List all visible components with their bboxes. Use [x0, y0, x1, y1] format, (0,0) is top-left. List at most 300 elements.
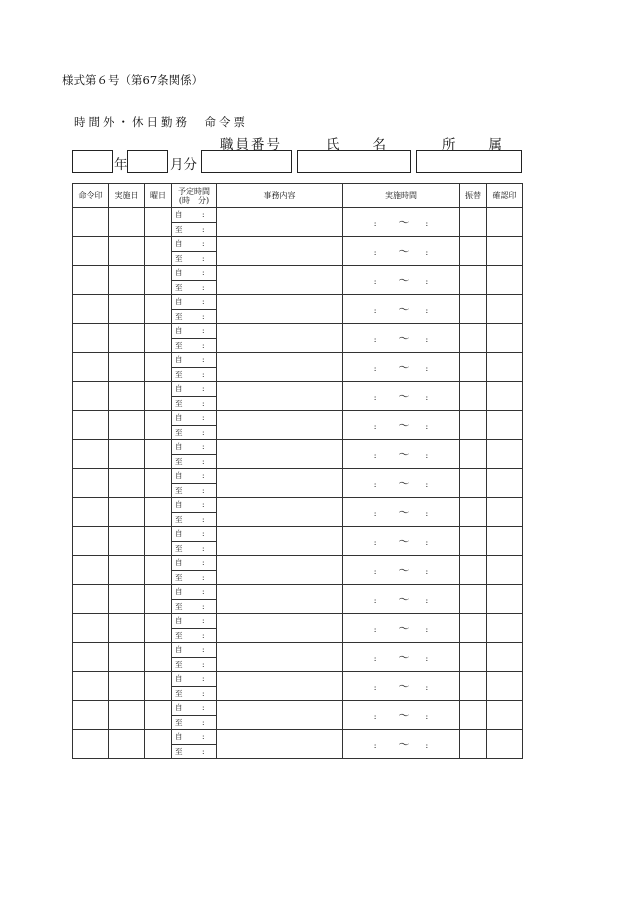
colon: :: [202, 587, 205, 596]
order-seal-cell[interactable]: [73, 382, 109, 411]
colon: :: [373, 451, 377, 460]
from-label: 自: [175, 645, 183, 654]
colon: :: [373, 741, 377, 750]
work-date-cell[interactable]: [109, 643, 145, 672]
task-cell[interactable]: [217, 237, 343, 266]
table-body: [73, 208, 523, 759]
scheduled-to-cell[interactable]: [172, 715, 217, 730]
tilde: 〜: [398, 506, 410, 519]
actual-time-cell[interactable]: [343, 585, 460, 614]
substitute-cell[interactable]: [460, 730, 487, 759]
tilde: 〜: [398, 738, 410, 751]
scheduled-to-cell[interactable]: [172, 483, 217, 498]
to-label: 至: [175, 398, 183, 408]
confirm-seal-cell[interactable]: [487, 701, 523, 730]
scheduled-from-cell[interactable]: [172, 585, 217, 600]
confirm-seal-cell[interactable]: [487, 295, 523, 324]
colon: :: [202, 674, 205, 683]
work-date-cell[interactable]: [109, 237, 145, 266]
colon: :: [202, 253, 205, 263]
scheduled-to-cell[interactable]: [172, 280, 217, 295]
colon: :: [202, 500, 205, 509]
colon: :: [373, 306, 377, 315]
substitute-cell[interactable]: [460, 556, 487, 585]
confirm-seal-cell[interactable]: [487, 556, 523, 585]
from-label: 自: [175, 326, 183, 335]
table-row: [73, 556, 523, 571]
work-date-cell[interactable]: [109, 353, 145, 382]
order-seal-cell[interactable]: [73, 411, 109, 440]
weekday-cell[interactable]: [145, 266, 172, 295]
weekday-cell[interactable]: [145, 208, 172, 237]
substitute-cell[interactable]: [460, 382, 487, 411]
work-date-cell[interactable]: [109, 411, 145, 440]
actual-time-cell[interactable]: [343, 208, 460, 237]
colon: :: [425, 538, 429, 547]
colon: :: [202, 543, 205, 553]
order-seal-cell[interactable]: [73, 208, 109, 237]
scheduled-from-cell[interactable]: [172, 672, 217, 687]
colon: :: [373, 538, 377, 547]
table-row: [73, 498, 523, 513]
confirm-seal-cell[interactable]: [487, 237, 523, 266]
colon: :: [373, 219, 377, 228]
order-seal-cell[interactable]: [73, 556, 109, 585]
confirm-seal-cell[interactable]: [487, 266, 523, 295]
col-weekday: 曜日: [145, 184, 172, 208]
from-label: 自: [175, 442, 183, 451]
form-title: 時間外・休日勤務 命令票: [74, 115, 248, 129]
scheduled-from-cell[interactable]: [172, 237, 217, 252]
weekday-cell[interactable]: [145, 353, 172, 382]
confirm-seal-cell[interactable]: [487, 324, 523, 353]
scheduled-to-cell[interactable]: [172, 425, 217, 440]
order-seal-cell[interactable]: [73, 527, 109, 556]
task-cell[interactable]: [217, 556, 343, 585]
scheduled-to-cell[interactable]: [172, 686, 217, 701]
weekday-cell[interactable]: [145, 469, 172, 498]
weekday-cell[interactable]: [145, 498, 172, 527]
colon: :: [373, 480, 377, 489]
colon: :: [373, 625, 377, 634]
actual-time-cell[interactable]: [343, 469, 460, 498]
tilde: 〜: [398, 390, 410, 403]
order-table: [72, 183, 523, 759]
substitute-cell[interactable]: [460, 440, 487, 469]
table-row: [73, 440, 523, 455]
from-label: 自: [175, 703, 183, 712]
work-date-cell[interactable]: [109, 266, 145, 295]
from-label: 自: [175, 384, 183, 393]
task-cell[interactable]: [217, 266, 343, 295]
order-seal-cell[interactable]: [73, 614, 109, 643]
weekday-cell[interactable]: [145, 556, 172, 585]
actual-time-cell[interactable]: [343, 556, 460, 585]
to-label: 至: [175, 253, 183, 263]
actual-time-cell[interactable]: [343, 701, 460, 730]
work-date-cell[interactable]: [109, 208, 145, 237]
colon: :: [425, 335, 429, 344]
weekday-cell[interactable]: [145, 237, 172, 266]
colon: :: [373, 683, 377, 692]
actual-time-cell[interactable]: [343, 266, 460, 295]
from-label: 自: [175, 471, 183, 480]
table-row: [73, 614, 523, 629]
substitute-cell[interactable]: [460, 672, 487, 701]
colon: :: [373, 654, 377, 663]
task-cell[interactable]: [217, 672, 343, 701]
substitute-cell[interactable]: [460, 324, 487, 353]
order-seal-cell[interactable]: [73, 701, 109, 730]
confirm-seal-cell[interactable]: [487, 614, 523, 643]
colon: :: [202, 427, 205, 437]
substitute-cell[interactable]: [460, 498, 487, 527]
table-row: [73, 382, 523, 397]
tilde: 〜: [398, 361, 410, 374]
work-date-cell[interactable]: [109, 324, 145, 353]
scheduled-to-cell[interactable]: [172, 396, 217, 411]
actual-time-cell[interactable]: [343, 643, 460, 672]
substitute-cell[interactable]: [460, 237, 487, 266]
confirm-seal-cell[interactable]: [487, 440, 523, 469]
task-cell[interactable]: [217, 353, 343, 382]
substitute-cell[interactable]: [460, 208, 487, 237]
colon: :: [202, 746, 205, 756]
actual-time-cell[interactable]: [343, 614, 460, 643]
colon: :: [425, 509, 429, 518]
colon: :: [202, 355, 205, 364]
confirm-seal-cell[interactable]: [487, 672, 523, 701]
work-date-cell[interactable]: [109, 527, 145, 556]
weekday-cell[interactable]: [145, 643, 172, 672]
confirm-seal-cell[interactable]: [487, 585, 523, 614]
colon: :: [202, 384, 205, 393]
weekday-cell[interactable]: [145, 295, 172, 324]
work-date-cell[interactable]: [109, 440, 145, 469]
table-row: [73, 469, 523, 484]
tilde: 〜: [398, 477, 410, 490]
to-label: 至: [175, 456, 183, 466]
scheduled-to-cell[interactable]: [172, 338, 217, 353]
staff-number-label: 職員番号: [220, 137, 282, 153]
confirm-seal-cell[interactable]: [487, 643, 523, 672]
scheduled-to-cell[interactable]: [172, 222, 217, 237]
colon: :: [373, 277, 377, 286]
colon: :: [202, 558, 205, 567]
weekday-cell[interactable]: [145, 672, 172, 701]
colon: :: [425, 480, 429, 489]
scheduled-from-cell[interactable]: [172, 382, 217, 397]
weekday-cell[interactable]: [145, 585, 172, 614]
weekday-cell[interactable]: [145, 614, 172, 643]
weekday-cell[interactable]: [145, 324, 172, 353]
substitute-cell[interactable]: [460, 701, 487, 730]
work-date-cell[interactable]: [109, 295, 145, 324]
colon: :: [202, 398, 205, 408]
task-cell[interactable]: [217, 730, 343, 759]
order-seal-cell[interactable]: [73, 643, 109, 672]
colon: :: [373, 422, 377, 431]
scheduled-to-cell[interactable]: [172, 657, 217, 672]
actual-time-cell[interactable]: [343, 324, 460, 353]
to-label: 至: [175, 224, 183, 234]
order-seal-cell[interactable]: [73, 498, 109, 527]
work-date-cell[interactable]: [109, 730, 145, 759]
from-label: 自: [175, 674, 183, 683]
scheduled-to-cell[interactable]: [172, 512, 217, 527]
confirm-seal-cell[interactable]: [487, 730, 523, 759]
weekday-cell[interactable]: [145, 701, 172, 730]
department-label: 所 属: [442, 137, 504, 153]
staff-number-box[interactable]: [201, 150, 292, 173]
work-date-cell[interactable]: [109, 585, 145, 614]
tilde: 〜: [398, 651, 410, 664]
colon: :: [202, 239, 205, 248]
form-code: 様式第６号（第67条関係）: [62, 73, 204, 87]
task-cell[interactable]: [217, 614, 343, 643]
confirm-seal-cell[interactable]: [487, 498, 523, 527]
confirm-seal-cell[interactable]: [487, 411, 523, 440]
weekday-cell[interactable]: [145, 730, 172, 759]
scheduled-from-cell[interactable]: [172, 701, 217, 716]
substitute-cell[interactable]: [460, 614, 487, 643]
colon: :: [425, 683, 429, 692]
col-substitute: 振替: [460, 184, 487, 208]
weekday-cell[interactable]: [145, 411, 172, 440]
to-label: 至: [175, 514, 183, 524]
table-row: [73, 411, 523, 426]
actual-time-cell[interactable]: [343, 672, 460, 701]
order-seal-cell[interactable]: [73, 730, 109, 759]
actual-time-cell[interactable]: [343, 730, 460, 759]
scheduled-to-cell[interactable]: [172, 744, 217, 759]
scheduled-to-cell[interactable]: [172, 454, 217, 469]
colon: :: [202, 659, 205, 669]
tilde: 〜: [398, 535, 410, 548]
substitute-cell[interactable]: [460, 585, 487, 614]
order-seal-cell[interactable]: [73, 672, 109, 701]
from-label: 自: [175, 268, 183, 277]
actual-time-cell[interactable]: [343, 237, 460, 266]
confirm-seal-cell[interactable]: [487, 469, 523, 498]
weekday-cell[interactable]: [145, 440, 172, 469]
task-cell[interactable]: [217, 295, 343, 324]
actual-time-cell[interactable]: [343, 382, 460, 411]
name-box[interactable]: [297, 150, 411, 173]
tilde: 〜: [398, 303, 410, 316]
colon: :: [202, 514, 205, 524]
colon: :: [202, 717, 205, 727]
table-row: [73, 208, 523, 223]
to-label: 至: [175, 688, 183, 698]
tilde: 〜: [398, 564, 410, 577]
tilde: 〜: [398, 274, 410, 287]
colon: :: [373, 364, 377, 373]
col-order-seal: 命令印: [73, 184, 109, 208]
actual-time-cell[interactable]: [343, 498, 460, 527]
scheduled-from-cell[interactable]: [172, 266, 217, 281]
tilde: 〜: [398, 216, 410, 229]
scheduled-from-cell[interactable]: [172, 353, 217, 368]
colon: :: [425, 625, 429, 634]
scheduled-to-cell[interactable]: [172, 309, 217, 324]
confirm-seal-cell[interactable]: [487, 382, 523, 411]
colon: :: [202, 282, 205, 292]
actual-time-cell[interactable]: [343, 411, 460, 440]
scheduled-to-cell[interactable]: [172, 541, 217, 556]
task-cell[interactable]: [217, 411, 343, 440]
order-seal-cell[interactable]: [73, 353, 109, 382]
col-actual-time: 実施時間: [343, 184, 460, 208]
to-label: 至: [175, 659, 183, 669]
substitute-cell[interactable]: [460, 411, 487, 440]
scheduled-from-cell[interactable]: [172, 469, 217, 484]
order-seal-cell[interactable]: [73, 585, 109, 614]
task-cell[interactable]: [217, 208, 343, 237]
scheduled-to-cell[interactable]: [172, 367, 217, 382]
department-box[interactable]: [416, 150, 522, 173]
colon: :: [373, 248, 377, 257]
work-date-cell[interactable]: [109, 672, 145, 701]
task-cell[interactable]: [217, 701, 343, 730]
scheduled-from-cell[interactable]: [172, 208, 217, 223]
actual-time-cell[interactable]: [343, 353, 460, 382]
colon: :: [202, 471, 205, 480]
to-label: 至: [175, 543, 183, 553]
table-row: [73, 237, 523, 252]
scheduled-from-cell[interactable]: [172, 643, 217, 658]
actual-time-cell[interactable]: [343, 527, 460, 556]
substitute-cell[interactable]: [460, 353, 487, 382]
scheduled-to-cell[interactable]: [172, 570, 217, 585]
colon: :: [425, 567, 429, 576]
scheduled-from-cell[interactable]: [172, 730, 217, 745]
to-label: 至: [175, 369, 183, 379]
weekday-cell[interactable]: [145, 382, 172, 411]
tilde: 〜: [398, 709, 410, 722]
table-row: [73, 527, 523, 542]
colon: :: [202, 688, 205, 698]
task-cell[interactable]: [217, 498, 343, 527]
colon: :: [425, 596, 429, 605]
colon: :: [373, 335, 377, 344]
order-seal-cell[interactable]: [73, 237, 109, 266]
substitute-cell[interactable]: [460, 295, 487, 324]
confirm-seal-cell[interactable]: [487, 527, 523, 556]
colon: :: [202, 732, 205, 741]
task-cell[interactable]: [217, 440, 343, 469]
scheduled-from-cell[interactable]: [172, 295, 217, 310]
scheduled-from-cell[interactable]: [172, 498, 217, 513]
name-label: 氏 名: [326, 137, 388, 153]
scheduled-from-cell[interactable]: [172, 411, 217, 426]
order-seal-cell[interactable]: [73, 469, 109, 498]
actual-time-cell[interactable]: [343, 440, 460, 469]
task-cell[interactable]: [217, 469, 343, 498]
table-row: [73, 295, 523, 310]
scheduled-to-cell[interactable]: [172, 599, 217, 614]
scheduled-to-cell[interactable]: [172, 628, 217, 643]
month-unit: 月分: [170, 157, 197, 173]
work-date-cell[interactable]: [109, 614, 145, 643]
order-seal-cell[interactable]: [73, 440, 109, 469]
task-cell[interactable]: [217, 643, 343, 672]
substitute-cell[interactable]: [460, 469, 487, 498]
scheduled-from-cell[interactable]: [172, 556, 217, 571]
tilde: 〜: [398, 245, 410, 258]
to-label: 至: [175, 485, 183, 495]
year-box[interactable]: [72, 150, 113, 173]
table-row: [73, 730, 523, 745]
order-seal-cell[interactable]: [73, 324, 109, 353]
table-row: [73, 353, 523, 368]
actual-time-cell[interactable]: [343, 295, 460, 324]
colon: :: [202, 442, 205, 451]
task-cell[interactable]: [217, 527, 343, 556]
colon: :: [202, 645, 205, 654]
colon: :: [425, 364, 429, 373]
colon: :: [202, 340, 205, 350]
work-date-cell[interactable]: [109, 469, 145, 498]
from-label: 自: [175, 500, 183, 509]
colon: :: [202, 369, 205, 379]
task-cell[interactable]: [217, 324, 343, 353]
from-label: 自: [175, 239, 183, 248]
colon: :: [425, 306, 429, 315]
scheduled-from-cell[interactable]: [172, 324, 217, 339]
colon: :: [202, 456, 205, 466]
order-seal-cell[interactable]: [73, 295, 109, 324]
work-date-cell[interactable]: [109, 556, 145, 585]
colon: :: [425, 219, 429, 228]
scheduled-from-cell[interactable]: [172, 527, 217, 542]
scheduled-to-cell[interactable]: [172, 251, 217, 266]
substitute-cell[interactable]: [460, 643, 487, 672]
colon: :: [202, 616, 205, 625]
from-label: 自: [175, 355, 183, 364]
confirm-seal-cell[interactable]: [487, 353, 523, 382]
table-header-row: [73, 184, 523, 208]
from-label: 自: [175, 297, 183, 306]
work-date-cell[interactable]: [109, 382, 145, 411]
work-date-cell[interactable]: [109, 498, 145, 527]
to-label: 至: [175, 601, 183, 611]
colon: :: [202, 601, 205, 611]
table-row: [73, 672, 523, 687]
weekday-cell[interactable]: [145, 527, 172, 556]
colon: :: [202, 326, 205, 335]
scheduled-from-cell[interactable]: [172, 614, 217, 629]
work-date-cell[interactable]: [109, 701, 145, 730]
from-label: 自: [175, 616, 183, 625]
colon: :: [425, 393, 429, 402]
to-label: 至: [175, 717, 183, 727]
month-box[interactable]: [127, 150, 168, 173]
col-scheduled-line1: 予定時間: [178, 186, 210, 196]
col-task: 事務内容: [217, 184, 343, 208]
from-label: 自: [175, 558, 183, 567]
substitute-cell[interactable]: [460, 266, 487, 295]
scheduled-from-cell[interactable]: [172, 440, 217, 455]
task-cell[interactable]: [217, 382, 343, 411]
colon: :: [373, 393, 377, 402]
confirm-seal-cell[interactable]: [487, 208, 523, 237]
colon: :: [425, 277, 429, 286]
col-work-date: 実施日: [109, 184, 145, 208]
task-cell[interactable]: [217, 585, 343, 614]
order-seal-cell[interactable]: [73, 266, 109, 295]
substitute-cell[interactable]: [460, 527, 487, 556]
